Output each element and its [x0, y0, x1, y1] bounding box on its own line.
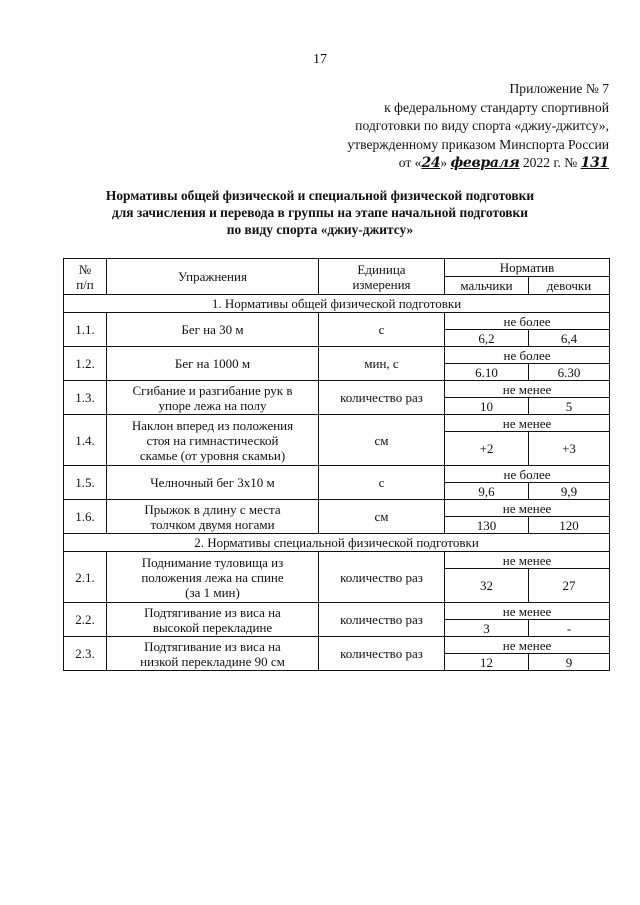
table-row — [64, 603, 610, 620]
exercise-line: Сгибание и разгибание рук в — [132, 382, 293, 398]
exercise-line: (за 1 мин) — [185, 584, 240, 600]
table-row — [64, 552, 610, 569]
unit-of-measure: с — [319, 466, 445, 500]
appendix-line: Приложение № 7 — [509, 81, 609, 96]
section-header-row — [64, 534, 610, 552]
exercise-line: положения лежа на спине — [141, 569, 284, 585]
value-boys: 3 — [445, 620, 529, 637]
value-boys: 10 — [445, 398, 529, 415]
header-norm: Норматив — [445, 259, 610, 277]
norm-qualifier: не более — [445, 313, 610, 330]
exercise-name — [107, 415, 319, 466]
row-number: 1.5. — [64, 466, 107, 500]
exercise-name — [107, 347, 319, 381]
exercise-line: низкой перекладине 90 см — [140, 653, 285, 669]
exercise-line: толчком двумя ногами — [150, 516, 275, 532]
handwritten-day: 24 — [421, 155, 441, 171]
unit-of-measure: мин, с — [319, 347, 445, 381]
header-girls: девочки — [529, 277, 610, 295]
norm-qualifier: не менее — [445, 603, 610, 620]
value-girls: - — [529, 620, 610, 637]
header-exercise: Упражнения — [107, 259, 319, 295]
row-number: 1.6. — [64, 500, 107, 534]
norm-qualifier: не более — [445, 466, 610, 483]
exercise-line: Бег на 30 м — [181, 322, 244, 337]
unit-of-measure: см — [319, 415, 445, 466]
table-row — [64, 500, 610, 517]
norm-qualifier: не менее — [445, 415, 610, 432]
title-line: по виду спорта «джиу-джитсу» — [226, 222, 414, 237]
exercise-name — [107, 552, 319, 603]
value-girls: 120 — [529, 517, 610, 534]
value-boys: 130 — [445, 517, 529, 534]
norm-qualifier: не менее — [445, 552, 610, 569]
unit-of-measure: количество раз — [319, 552, 445, 603]
appendix-line: к федеральному стандарту спортивной — [384, 99, 609, 115]
appendix-line: утвержденному приказом Минспорта России — [347, 136, 609, 152]
section-title: 2. Нормативы специальной физической подготовки — [64, 534, 610, 552]
row-number: 1.2. — [64, 347, 107, 381]
exercise-line: стоя на гимнастической — [146, 432, 279, 448]
norms-table — [63, 258, 610, 671]
value-boys: 12 — [445, 654, 529, 671]
table-row — [64, 637, 610, 654]
table-row — [64, 415, 610, 432]
table-header-row — [64, 259, 610, 277]
unit-of-measure: количество раз — [319, 637, 445, 671]
norm-qualifier: не менее — [445, 500, 610, 517]
row-number: 2.2. — [64, 603, 107, 637]
value-girls: 9,9 — [529, 483, 610, 500]
exercise-name — [107, 637, 319, 671]
value-boys: 6.10 — [445, 364, 529, 381]
row-number: 1.1. — [64, 313, 107, 347]
value-boys: +2 — [445, 432, 529, 466]
exercise-line: Прыжок в длину с места — [144, 501, 281, 517]
norm-qualifier: не менее — [445, 637, 610, 654]
value-girls: 6.30 — [529, 364, 610, 381]
value-girls: 27 — [529, 569, 610, 603]
title-line: для зачисления и перевода в группы на этапе начальной подготовки — [112, 205, 528, 220]
header-unit: Единица измерения — [319, 259, 445, 295]
table-row — [64, 347, 610, 364]
unit-of-measure: количество раз — [319, 603, 445, 637]
handwritten-order-number: 131 — [580, 155, 609, 171]
row-number: 1.3. — [64, 381, 107, 415]
appendix-date-line — [279, 154, 609, 173]
exercise-name — [107, 603, 319, 637]
year-text: 2022 г. № — [519, 155, 581, 170]
norm-qualifier: не более — [445, 347, 610, 364]
appendix-header — [279, 80, 609, 173]
value-girls: 6,4 — [529, 330, 610, 347]
table-row — [64, 313, 610, 330]
exercise-name — [107, 381, 319, 415]
exercise-line: Наклон вперед из положения — [131, 417, 294, 433]
exercise-line: высокой перекладине — [152, 619, 273, 635]
value-girls: 5 — [529, 398, 610, 415]
exercise-line: Подтягивание из виса на — [144, 638, 281, 654]
exercise-line: Поднимание туловища из — [141, 554, 284, 570]
exercise-line: скамье (от уровня скамьи) — [139, 447, 286, 463]
value-boys: 9,6 — [445, 483, 529, 500]
appendix-line: подготовки по виду спорта «джиу-джитсу», — [355, 118, 609, 133]
row-number: 2.1. — [64, 552, 107, 603]
value-girls: 9 — [529, 654, 610, 671]
unit-of-measure: количество раз — [319, 381, 445, 415]
row-number: 1.4. — [64, 415, 107, 466]
section-title: 1. Нормативы общей физической подготовки — [64, 295, 610, 313]
value-girls: +3 — [529, 432, 610, 466]
row-number: 2.3. — [64, 637, 107, 671]
value-boys: 6,2 — [445, 330, 529, 347]
handwritten-month: февраля — [450, 155, 520, 171]
date-mid: » — [440, 155, 451, 170]
section-header-row — [64, 295, 610, 313]
exercise-line: упоре лежа на полу — [158, 397, 267, 413]
value-boys: 32 — [445, 569, 529, 603]
table-row — [64, 466, 610, 483]
exercise-line: Бег на 1000 м — [174, 356, 251, 371]
exercise-name — [107, 500, 319, 534]
document-title — [40, 187, 600, 238]
table-row — [64, 381, 610, 398]
date-prefix: от « — [398, 155, 422, 170]
page-number: 17 — [313, 52, 327, 67]
exercise-name — [107, 466, 319, 500]
exercise-line: Челночный бег 3х10 м — [150, 475, 275, 490]
unit-of-measure: см — [319, 500, 445, 534]
title-line: Нормативы общей физической и специальной физической подготовки — [105, 188, 535, 203]
header-number: № п/п — [64, 259, 107, 295]
exercise-name — [107, 313, 319, 347]
exercise-line: Подтягивание из виса на — [144, 604, 281, 620]
header-boys: мальчики — [445, 277, 529, 295]
unit-of-measure: с — [319, 313, 445, 347]
norm-qualifier: не менее — [445, 381, 610, 398]
